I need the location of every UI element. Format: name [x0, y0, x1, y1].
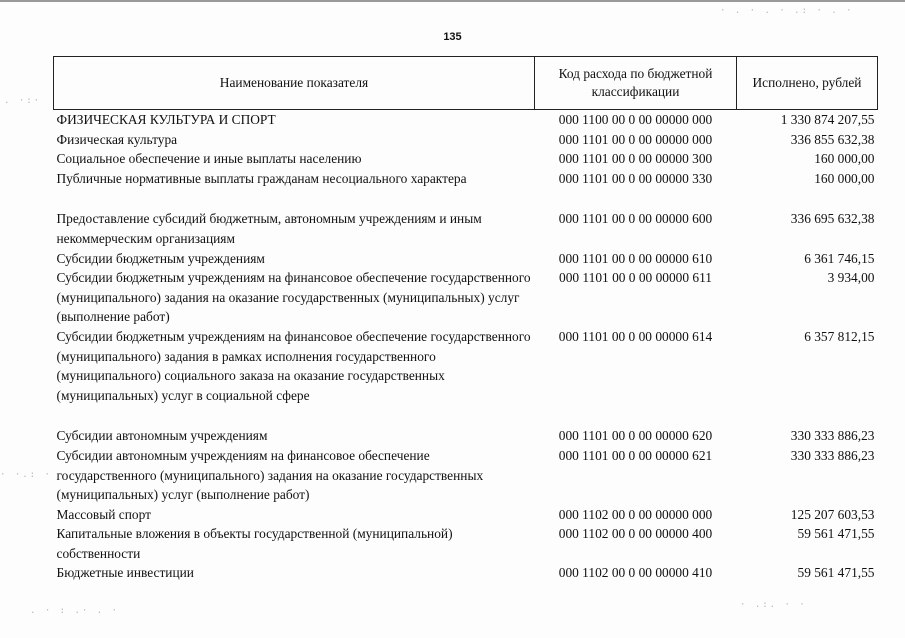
row-spacer: [54, 188, 878, 209]
row-amount: 160 000,00: [814, 151, 875, 167]
row-code: 000 1102 00 0 00 00000 000: [558, 506, 713, 522]
row-name: Субсидии автономным учреждениям: [56, 428, 268, 444]
table-header-row: [54, 57, 878, 110]
row-amount: 59 561 471,55: [797, 565, 875, 581]
table-row: [54, 563, 878, 583]
row-amount: 160 000,00: [814, 170, 875, 186]
row-name: Социальное обеспечение и иные выплаты населению: [56, 151, 362, 167]
header-indicator-name: Наименование показателя: [54, 57, 535, 110]
row-name: Публичные нормативные выплаты гражданам несоциального характера: [56, 170, 467, 186]
row-code: 000 1101 00 0 00 00000 600: [558, 211, 713, 227]
scan-noise: . · : .· . ·: [30, 606, 120, 616]
table-row: [54, 249, 878, 269]
row-code: 000 1101 00 0 00 00000 610: [558, 250, 713, 266]
header-executed-amount: Исполнено, рублей: [737, 57, 878, 110]
row-name: ФИЗИЧЕСКАЯ КУЛЬТУРА И СПОРТ: [56, 112, 276, 127]
scan-noise: · ·.: ·: [0, 470, 52, 480]
row-spacer: [54, 405, 878, 426]
table-row: [54, 110, 878, 130]
row-name: Предоставление субсидий бюджетным, автономным учреждениям и иным некоммерческим организациям: [56, 211, 482, 246]
row-code: 000 1102 00 0 00 00000 400: [558, 526, 713, 542]
row-amount: 59 561 471,55: [797, 526, 875, 542]
table-row: [54, 149, 878, 169]
row-name: Капитальные вложения в объекты государственной (муниципальной) собственности: [56, 526, 453, 561]
table-row: [54, 505, 878, 525]
table-row: [54, 169, 878, 189]
table-row: [54, 327, 878, 405]
row-name: Субсидии автономным учреждениям на финансовое обеспечение государственного (муниципального) задания на оказание государственных (муниципальных) услуг (выполнение работ): [56, 447, 484, 503]
row-name: Физическая культура: [56, 131, 178, 147]
row-amount: 336 855 632,38: [790, 131, 875, 147]
page-number: 135: [443, 31, 462, 43]
row-code: 000 1101 00 0 00 00000 614: [558, 328, 713, 344]
row-code: 000 1101 00 0 00 00000 000: [558, 131, 713, 147]
row-code: 000 1101 00 0 00 00000 300: [558, 151, 713, 167]
row-amount: 6 361 746,15: [804, 250, 875, 266]
scan-noise: · .:. · ·: [740, 600, 807, 610]
row-amount: 330 333 886,23: [790, 428, 875, 444]
row-name: Субсидии бюджетным учреждениям на финансовое обеспечение государственного (муниципального) задания на оказание государственных (муниципальных) услуг (выполнение работ): [56, 270, 531, 325]
scan-noise: . ·:·: [4, 96, 42, 106]
row-name: Субсидии бюджетным учреждениям на финансовое обеспечение государственного (муниципального) задания в рамках исполнения государственного (муниципального) социального заказа на оказание государственных (муниципальных) услуг в социальной сфере: [56, 328, 531, 403]
table-row: [54, 209, 878, 248]
row-amount: 6 357 812,15: [804, 328, 875, 344]
table-row: [54, 268, 878, 327]
scan-noise: · . · . · .: · . ·: [720, 6, 854, 16]
row-amount: 3 934,00: [827, 270, 875, 286]
row-name: Массовый спорт: [56, 506, 151, 522]
row-amount: 1 330 874 207,55: [780, 112, 875, 127]
row-amount: 336 695 632,38: [790, 211, 875, 227]
row-name: Субсидии бюджетным учреждениям: [56, 250, 265, 266]
table-row: [54, 426, 878, 446]
row-code: 000 1101 00 0 00 00000 621: [558, 447, 713, 463]
row-amount: 330 333 886,23: [790, 447, 875, 463]
budget-table: [53, 56, 878, 583]
table-row: [54, 446, 878, 505]
row-code: 000 1101 00 0 00 00000 330: [558, 170, 713, 186]
row-name: Бюджетные инвестиции: [56, 565, 194, 581]
row-code: 000 1100 00 0 00 00000 000: [558, 112, 713, 127]
top-edge-rule: [0, 0, 905, 2]
row-amount: 125 207 603,53: [790, 506, 875, 522]
row-code: 000 1101 00 0 00 00000 611: [559, 270, 712, 286]
row-code: 000 1102 00 0 00 00000 410: [558, 565, 713, 581]
table-row: [54, 130, 878, 150]
table-row: [54, 524, 878, 563]
row-code: 000 1101 00 0 00 00000 620: [558, 428, 713, 444]
header-budget-code: Код расхода по бюджетной классификации: [535, 57, 737, 110]
